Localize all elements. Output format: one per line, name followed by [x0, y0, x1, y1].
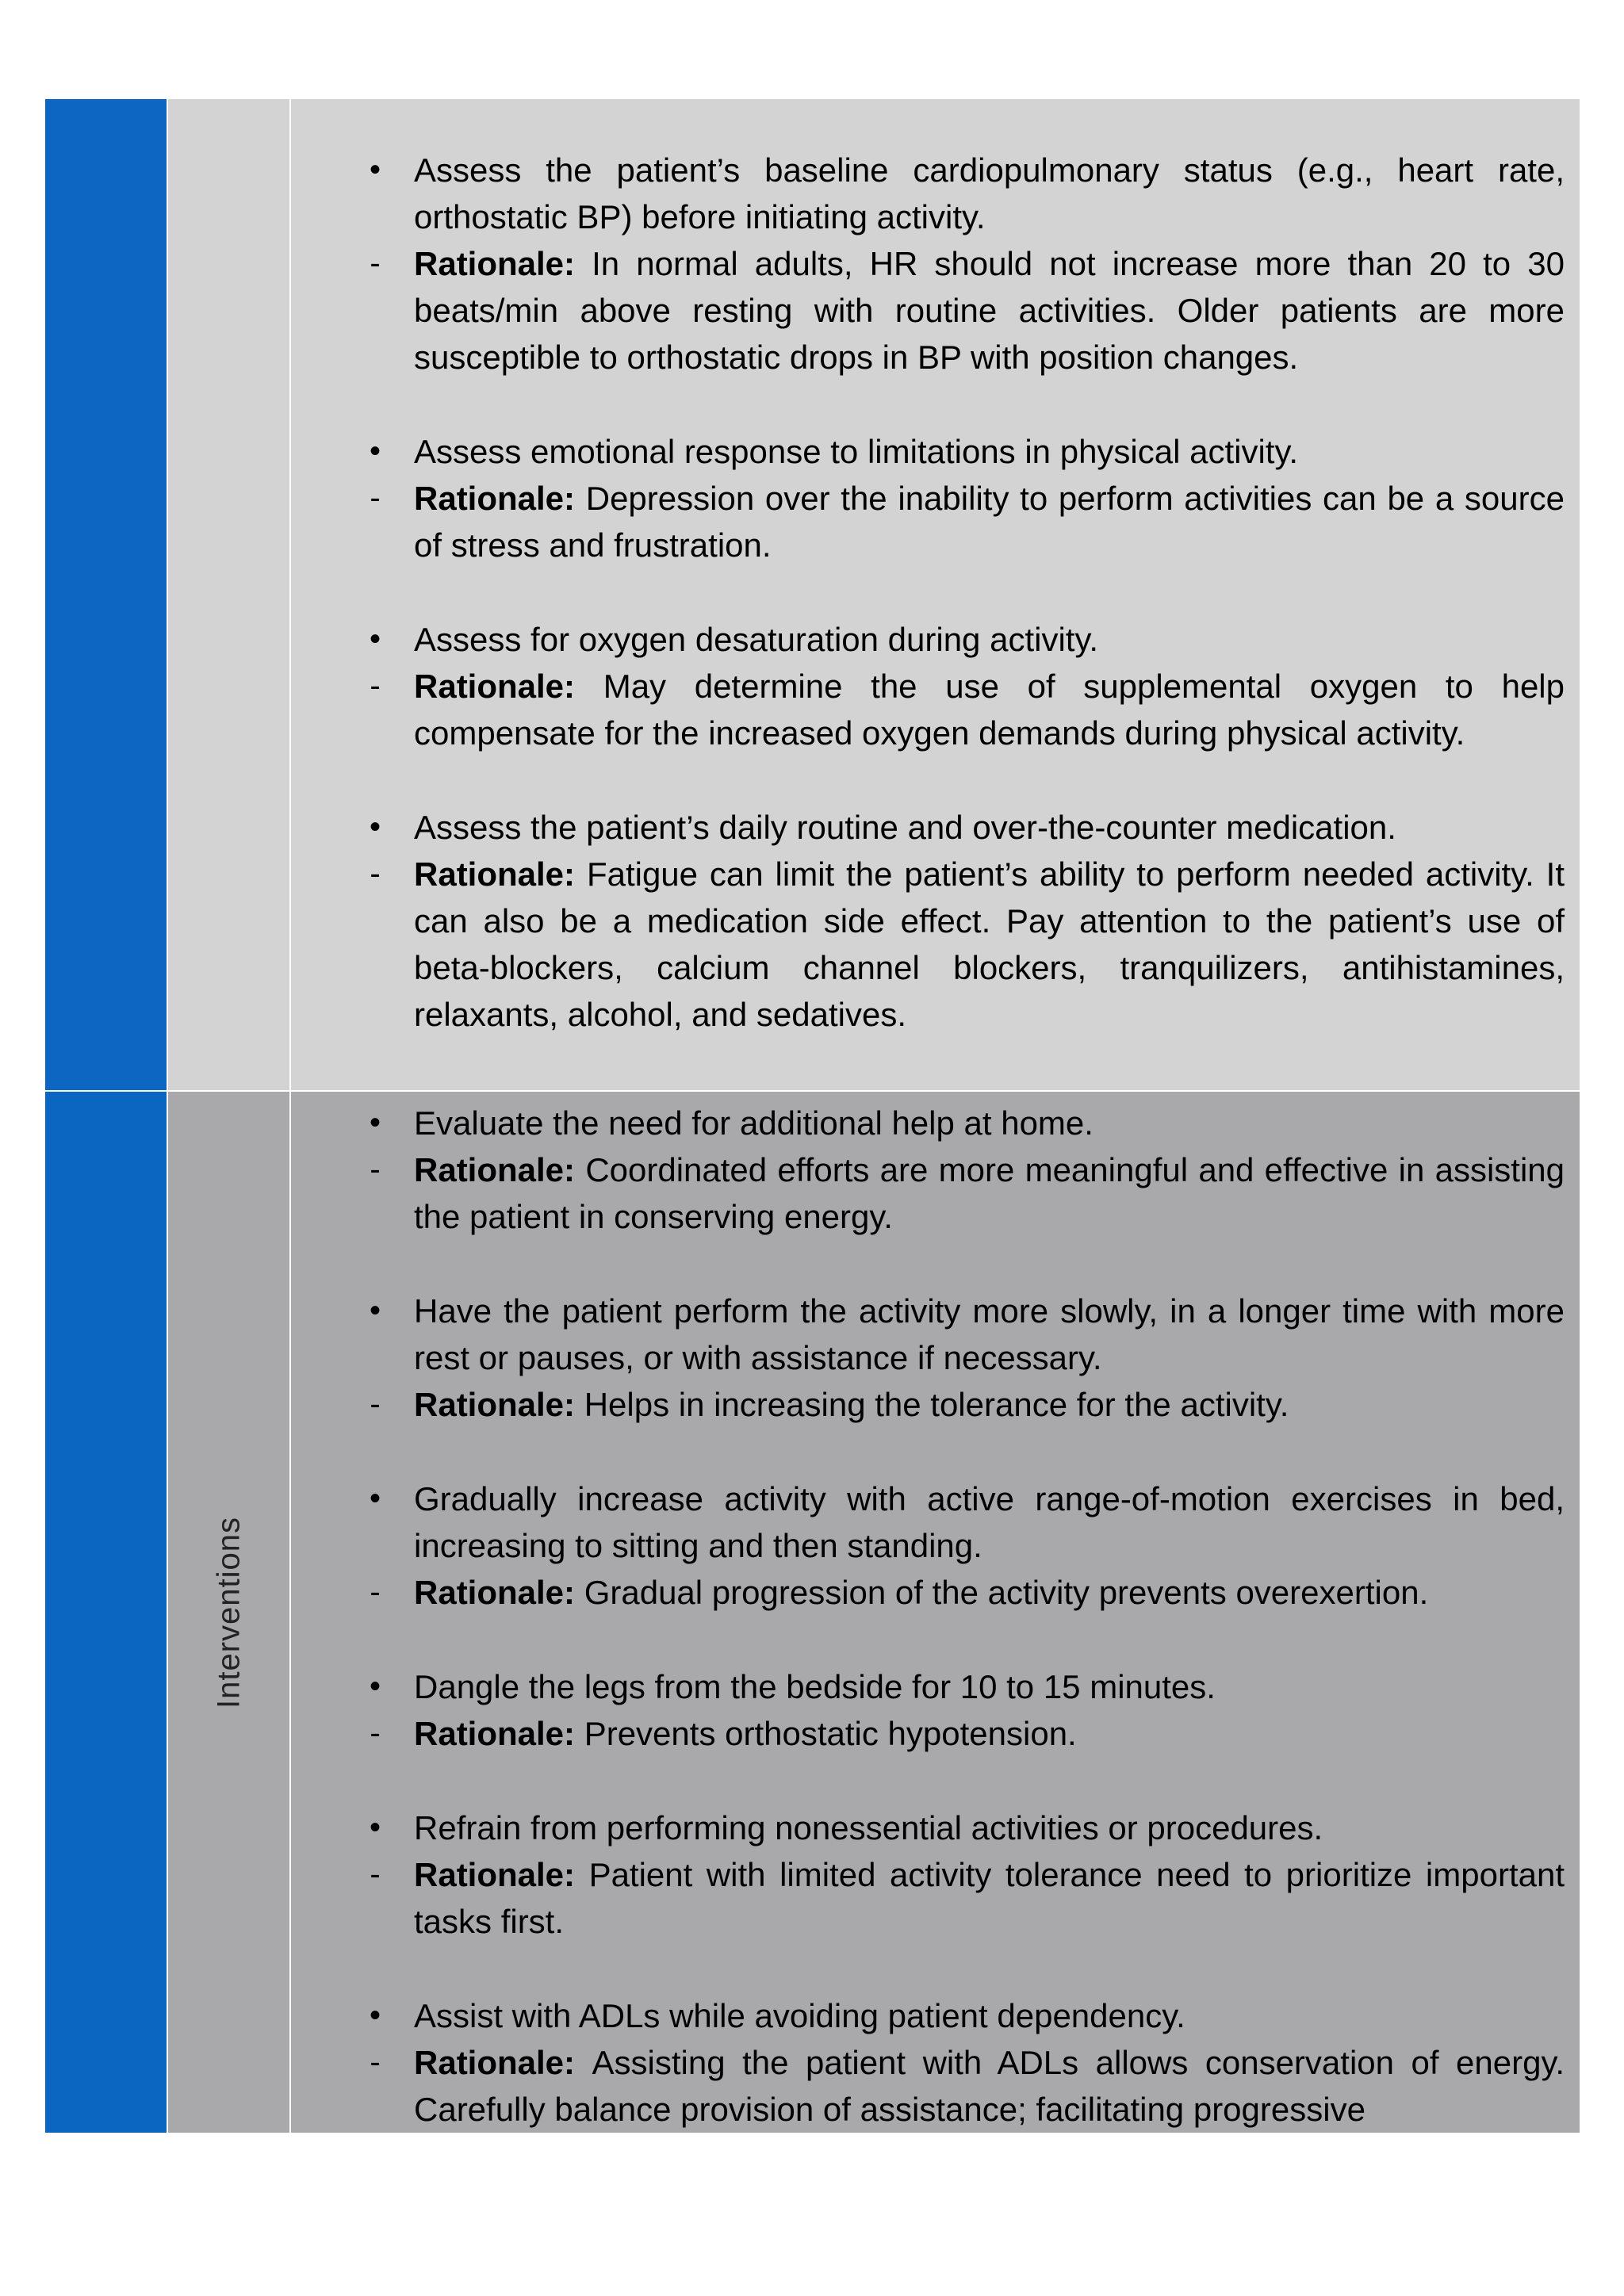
rationale-line: [370, 2039, 1565, 2133]
action-text: Have the patient perform the activity more slowly, in a longer time with more rest or pauses, or with assistance if necessary.: [414, 1292, 1565, 1376]
action-line: [369, 1100, 1565, 1146]
action-text: Assess the patient’s baseline cardiopulmonary status (e.g., heart rate, orthostatic BP) before initiating activity.: [414, 151, 1565, 235]
rationale-text: In normal adults, HR should not increase more than 20 to 30 beats/min above resting with routine activities. Older patients are more susceptible to orthostatic drops in BP with position changes.: [414, 245, 1565, 376]
rationale-label: Rationale:: [414, 1151, 586, 1188]
rationale-line: [370, 1569, 1565, 1616]
dash-icon: -: [370, 1716, 381, 1751]
action-text: Assess emotional response to limitations in physical activity.: [414, 433, 1299, 470]
assessment-content-cell: [289, 99, 1580, 1090]
rationale-label: Rationale:: [414, 1386, 584, 1423]
action-text: Evaluate the need for additional help at home.: [414, 1104, 1094, 1142]
rationale-line: [370, 663, 1565, 756]
interventions-label: Interventions: [211, 1516, 246, 1709]
list-item: [369, 1992, 1565, 2133]
action-line: [369, 147, 1565, 240]
action-line: [369, 1475, 1565, 1569]
rationale-line: [370, 851, 1565, 1038]
action-line: [369, 1663, 1565, 1710]
action-text: Dangle the legs from the bedside for 10 to 15 minutes.: [414, 1668, 1216, 1705]
dash-icon: -: [370, 480, 381, 515]
bullet-icon: •: [369, 434, 381, 469]
bullet-icon: •: [369, 1998, 381, 2033]
interventions-content-cell: [289, 1092, 1580, 2133]
rationale-label: Rationale:: [414, 2044, 592, 2081]
action-text: Gradually increase activity with active range-of-motion exercises in bed, increasing to sitting and then standing.: [414, 1480, 1565, 1564]
bullet-icon: •: [369, 1481, 381, 1516]
list-item: [369, 147, 1565, 381]
rationale-text: Assisting the patient with ADLs allows conservation of energy. Carefully balance provision of assistance; facilitating progressive: [414, 2044, 1565, 2128]
bullet-icon: •: [369, 1810, 381, 1845]
list-item: [369, 1100, 1565, 1240]
bullet-icon: •: [369, 1669, 381, 1704]
action-line: [369, 428, 1565, 475]
category-color-bar: [45, 99, 167, 1090]
rationale-label: Rationale:: [414, 245, 592, 282]
dash-icon: -: [370, 1575, 381, 1609]
action-line: [369, 1288, 1565, 1381]
section-label-cell: [167, 1092, 289, 2133]
dash-icon: -: [370, 1387, 381, 1422]
category-color-bar: [45, 1092, 167, 2133]
bullet-icon: •: [369, 1105, 381, 1140]
bullet-icon: •: [369, 1293, 381, 1328]
dash-icon: -: [370, 856, 381, 891]
rationale-label: Rationale:: [414, 855, 587, 893]
dash-icon: -: [370, 246, 381, 281]
dash-icon: -: [370, 2045, 381, 2080]
assessment-list: [291, 147, 1580, 1085]
rationale-text: Prevents orthostatic hypotension.: [584, 1715, 1077, 1752]
rationale-label: Rationale:: [414, 1856, 589, 1893]
list-item: [369, 428, 1565, 568]
section-label-cell: [167, 99, 289, 1090]
rationale-line: [370, 1381, 1565, 1428]
action-text: Refrain from performing nonessential activities or procedures.: [414, 1809, 1323, 1846]
action-line: [369, 1992, 1565, 2039]
action-line: [369, 616, 1565, 663]
action-line: [369, 1804, 1565, 1851]
rationale-text: Fatigue can limit the patient’s ability to perform needed activity. It can also be a medication side effect. Pay attention to the patient’s use of beta-blockers, calcium channel blockers, tranquilizers, antihistamines, relaxants, alcohol, and sedatives.: [414, 855, 1565, 1033]
rationale-label: Rationale:: [414, 480, 586, 517]
rationale-text: Patient with limited activity tolerance need to prioritize important tasks first.: [414, 1856, 1565, 1940]
list-item: [369, 616, 1565, 756]
assessment-row: [45, 99, 1580, 1090]
list-item: [369, 1475, 1565, 1616]
interventions-list: [291, 1100, 1580, 2180]
interventions-row: [45, 1090, 1580, 2133]
bullet-icon: •: [369, 622, 381, 656]
rationale-line: [370, 475, 1565, 568]
action-text: Assist with ADLs while avoiding patient dependency.: [414, 1997, 1185, 2034]
rationale-line: [370, 1710, 1565, 1757]
action-text: Assess the patient’s daily routine and over-the-counter medication.: [414, 809, 1396, 846]
dash-icon: -: [370, 1152, 381, 1187]
action-line: [369, 804, 1565, 851]
rationale-line: [370, 1851, 1565, 1945]
rationale-line: [370, 1146, 1565, 1240]
rationale-text: Helps in increasing the tolerance for the activity.: [584, 1386, 1289, 1423]
list-item: [369, 804, 1565, 1038]
list-item: [369, 1663, 1565, 1757]
list-item: [369, 1804, 1565, 1945]
rationale-label: Rationale:: [414, 1715, 584, 1752]
rationale-text: Depression over the inability to perform activities can be a source of stress and frustration.: [414, 480, 1565, 564]
rationale-text: Coordinated efforts are more meaningful and effective in assisting the patient in conserving energy.: [414, 1151, 1565, 1235]
rationale-text: Gradual progression of the activity prevents overexertion.: [584, 1574, 1429, 1611]
bullet-icon: •: [369, 152, 381, 187]
action-text: Assess for oxygen desaturation during activity.: [414, 621, 1098, 658]
rationale-label: Rationale:: [414, 668, 603, 705]
rationale-line: [370, 240, 1565, 381]
bullet-icon: •: [369, 809, 381, 844]
dash-icon: -: [370, 1857, 381, 1892]
rationale-label: Rationale:: [414, 1574, 584, 1611]
list-item: [369, 1288, 1565, 1428]
dash-icon: -: [370, 668, 381, 703]
care-plan-table: [45, 99, 1580, 2133]
rationale-text: May determine the use of supplemental oxygen to help compensate for the increased oxygen demands during physical activity.: [414, 668, 1565, 752]
